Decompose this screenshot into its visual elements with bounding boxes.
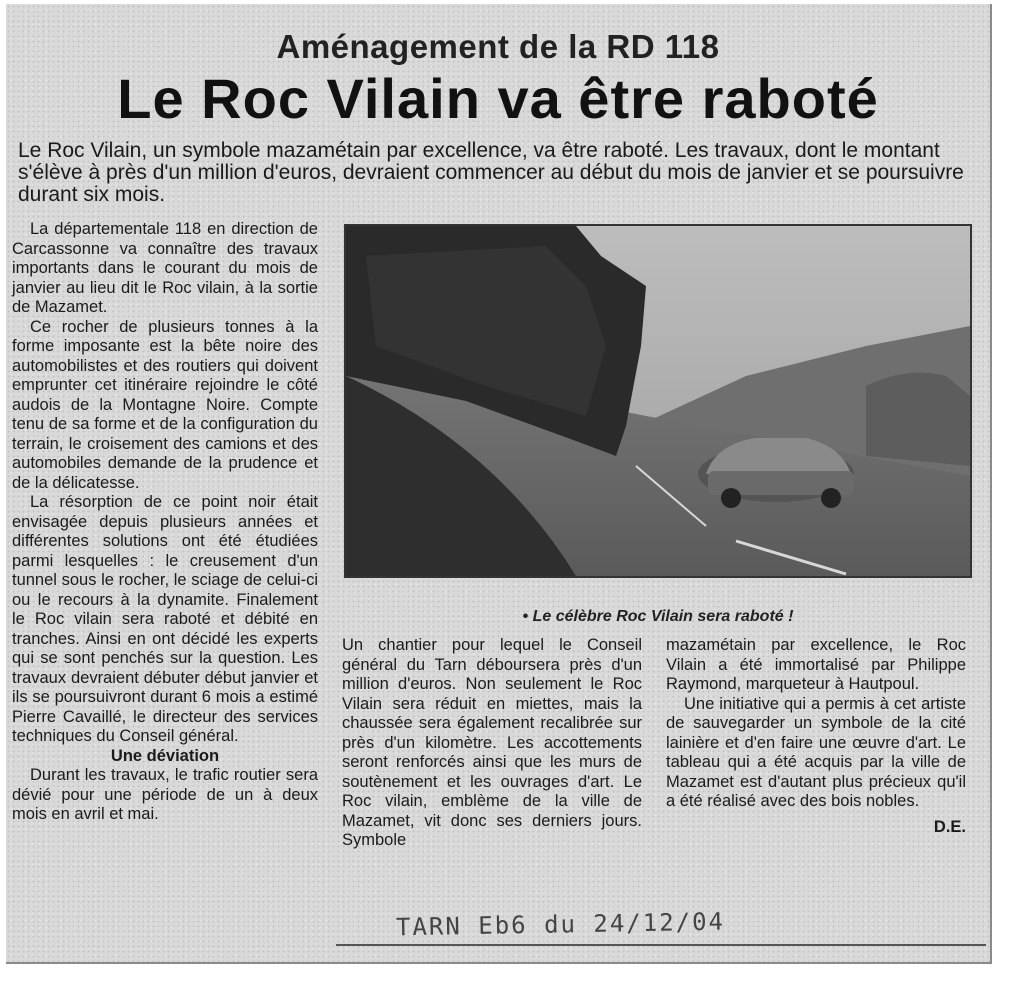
photo-caption: • Le célèbre Roc Vilain sera raboté ! bbox=[522, 608, 794, 625]
newspaper-clipping bbox=[6, 4, 992, 964]
author-signature: D.E. bbox=[933, 817, 966, 836]
column-1 bbox=[12, 220, 318, 825]
roc-vilain-photo bbox=[344, 224, 972, 578]
roc-vilain-illustration bbox=[346, 226, 970, 576]
column-3-paragraph-2: Une initiative qui a permis à cet artiste de sauvegarder un symbole de la cité lainière et d'en faire une œuvre d'art. Le tableau qui a été acquis par la ville de Mazamet est d'autant plus précieux qu'il a été réalisé avec des bois nobles. bbox=[666, 694, 966, 810]
column-2 bbox=[342, 636, 642, 851]
article-kicker: Aménagement de la RD 118 bbox=[276, 28, 720, 65]
article-lede: Le Roc Vilain, un symbole mazamétain par excellence, va être raboté. Les travaux, dont le montant s'élève à près d'un million d'euros, devraient commencer au début du mois de janvier et se poursuivre durant six mois. bbox=[18, 139, 964, 206]
column-1-paragraph-3: La résorption de ce point noir était envisagée depuis plusieurs années et différentes solutions ont été étudiées parmi lesquelles : le creusement d'un tunnel sous le rocher, le sciage de celui-ci ou le recours à la dynamite. Finalement le Roc vilain sera raboté et débité en tranches. Ainsi en ont décidé les experts qui se sont penchés sur la question. Les travaux devraient débuter début janvier et ils se poursuivront durant 6 mois a estimé Pierre Cavaillé, le directeur des services techniques du Conseil général. bbox=[12, 493, 318, 745]
column-1-paragraph-4: Durant les travaux, le trafic routier sera dévié pour une période de un à deux mois en avril et mai. bbox=[12, 766, 318, 823]
column-3 bbox=[666, 636, 966, 837]
subheading-deviation: Une déviation bbox=[110, 746, 220, 765]
column-3-paragraph-1: mazamétain par excellence, le Roc Vilain a été immortalisé par Philippe Raymond, marqueteur à Hautpoul. bbox=[666, 636, 966, 693]
handwritten-source-stamp: TARN Eb6 du 24/12/04 bbox=[395, 907, 726, 942]
column-1-paragraph-1: La départementale 118 en direction de Carcassonne va connaître des travaux importants dans le courant du mois de janvier au lieu dit le Roc vilain, à la sortie de Mazamet. bbox=[12, 220, 318, 316]
column-1-paragraph-2: Ce rocher de plusieurs tonnes à la forme imposante est la bête noire des automobilistes et des routiers qui doivent emprunter cet itinéraire rejoindre le côté audois de la Montagne Noire. Compte tenu de sa forme et de la configuration du terrain, le croisement des camions et des automobiles demande de la prudence et de la délicatesse. bbox=[12, 317, 318, 492]
article-headline: Le Roc Vilain va être raboté bbox=[117, 67, 879, 130]
bottom-rule bbox=[336, 944, 986, 946]
column-2-paragraph-1: Un chantier pour lequel le Conseil général du Tarn déboursera près d'un million d'euros. Non seulement le Roc Vilain sera réduit en miettes, mais la chaussée sera également recalibrée sur près d'un kilomètre. Les accottements seront renforcés ainsi que les murs de soutènement et les ouvrages d'art. Le Roc vilain, emblème de la ville de Mazamet, vit donc ses derniers jours. Symbole bbox=[342, 636, 642, 849]
